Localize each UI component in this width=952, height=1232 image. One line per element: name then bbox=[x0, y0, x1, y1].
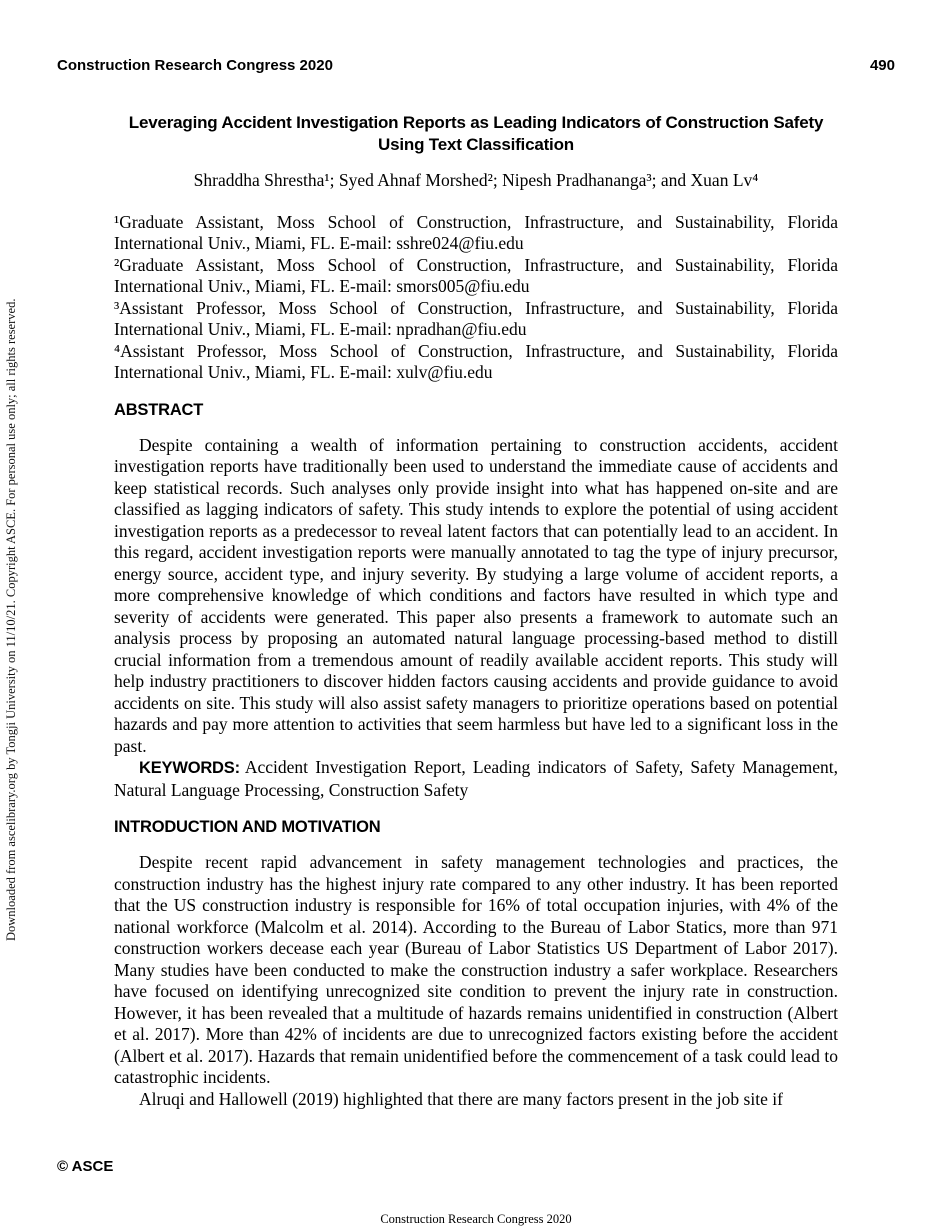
author-line: Shraddha Shrestha¹; Syed Ahnaf Morshed²; Nipesh Pradhananga³; and Xuan Lv⁴ bbox=[193, 170, 759, 190]
running-header bbox=[57, 57, 895, 74]
affiliation-4: ⁴Assistant Professor, Moss School of Construction, Infrastructure, and Sustainability, Florida International Univ., Miami, FL. E-mail: xulv@fiu.edu bbox=[114, 340, 838, 382]
copyright-line: © ASCE bbox=[57, 1158, 114, 1175]
abstract-paragraph: Despite containing a wealth of information pertaining to construction accidents, accident investigation reports have traditionally been used to understand the immediate cause of accidents and keep statistical records. Such analyses only provide insight into what has happened on-site and are classified as lagging indicators of safety. This study intends to explore the potential of using accident investigation reports as a predecessor to reveal latent factors that can potentially lead to an accident. In this regard, accident investigation reports were manually annotated to tag the type of injury precursor, energy source, accident type, and injury severity. By studying a large volume of accident reports, a more comprehensive knowledge of which conditions and factors have resulted in which type and severity of accidents were generated. This paper also presents a framework to automate such an analysis process by proposing an automated natural language processing-based method to distill crucial information from a tremendous amount of readily available accident reports. This study will help industry practitioners to discover hidden factors causing accidents and provide guidance to avoid accidents on site. This study will also assist safety managers to prioritize operations based on potential hazards and pay more attention to activities that seem harmless but have led to a significant loss in the past. bbox=[114, 434, 838, 756]
affiliations-block bbox=[114, 212, 838, 384]
section-heading-introduction: INTRODUCTION AND MOTIVATION bbox=[114, 818, 381, 836]
keywords-text: Accident Investigation Report, Leading indicators of Safety, Safety Management, Natural Language Processing, Construction Safety bbox=[114, 757, 838, 800]
journal-caption: Construction Research Congress 2020 bbox=[380, 1212, 572, 1226]
intro-paragraph-1: Despite recent rapid advancement in safety management technologies and practices, the construction industry has the highest injury rate compared to any other industry. It has been reported that the US construction industry is responsible for 16% of total occupation injuries, with 4% of the national workforce (Malcolm et al. 2014). According to the Bureau of Labor Statics, more than 971 construction workers decease each year (Bureau of Labor Statistics US Department of Labor 2017). Many studies have been conducted to make the construction industry a safer workplace. Researchers have focused on identifying unrecognized site condition to prevent the injury rate in construction. However, it has been revealed that a multitude of hazards remains unidentified in construction (Albert et al. 2017). More than 42% of incidents are due to unrecognized factors existing before the accident (Albert et al. 2017). Hazards that remain unidentified before the commencement of a task could lead to catastrophic incidents. bbox=[114, 852, 838, 1087]
intro-paragraph-2: Alruqi and Hallowell (2019) highlighted that there are many factors present in the job site if bbox=[139, 1088, 783, 1109]
page-number: 490 bbox=[869, 57, 895, 74]
affiliation-2: ²Graduate Assistant, Moss School of Construction, Infrastructure, and Sustainability, Florida International Univ., Miami, FL. E-mail: smors005@fiu.edu bbox=[114, 254, 838, 296]
article-body bbox=[114, 112, 838, 1110]
keywords-label: KEYWORDS: bbox=[139, 759, 240, 777]
section-heading-abstract: ABSTRACT bbox=[114, 400, 204, 419]
affiliation-3: ³Assistant Professor, Moss School of Construction, Infrastructure, and Sustainability, Florida International Univ., Miami, FL. E-mail: npradhan@fiu.edu bbox=[114, 297, 838, 339]
download-watermark: Downloaded from ascelibrary.org by Tongji University on 11/10/21. Copyright ASCE. For personal use only; all rights reserved. bbox=[4, 298, 18, 941]
affiliation-1: ¹Graduate Assistant, Moss School of Construction, Infrastructure, and Sustainability, Florida International Univ., Miami, FL. E-mail: sshre024@fiu.edu bbox=[114, 211, 838, 253]
keywords-paragraph bbox=[114, 757, 838, 801]
running-title: Construction Research Congress 2020 bbox=[57, 57, 333, 74]
paper-title: Leveraging Accident Investigation Reports as Leading Indicators of Construction Safety Using Text Classification bbox=[128, 113, 824, 154]
